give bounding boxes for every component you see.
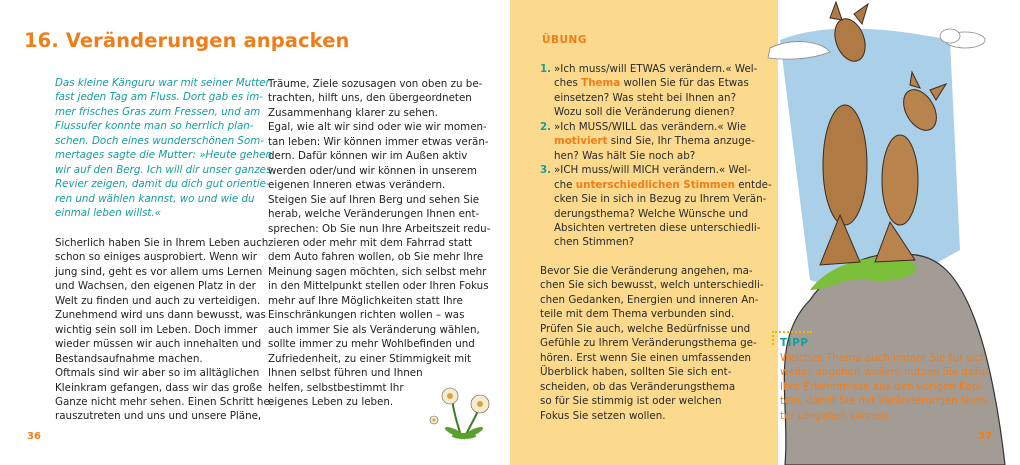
- text-segment: hen? Was hält Sie noch ab?: [554, 149, 696, 162]
- text-line: auch immer Sie als Veränderung wählen,: [268, 323, 480, 336]
- text-segment: wollen Sie für das Etwas: [620, 77, 749, 90]
- text-line: [554, 163, 772, 177]
- exercise-heading: ÜBUNG: [542, 34, 587, 46]
- highlighted-term: unterschiedlichen Stimmen: [575, 178, 735, 191]
- text-segment: Absichten vertreten diese unterschiedli-: [554, 221, 761, 234]
- text-line: dern. Dafür können wir im Außen aktiv: [268, 150, 468, 163]
- text-line: Zufriedenheit, zu einer Stimmigkeit mit: [268, 352, 472, 365]
- text-line: [554, 192, 772, 206]
- text-line: [554, 235, 772, 249]
- text-line: Flussufer konnte man so herrlich plan-: [55, 120, 254, 133]
- text-line: chen Gedanken, Energien und inneren An-: [540, 293, 759, 306]
- text-line: zieren oder mehr mit dem Fahrrad statt: [268, 236, 473, 249]
- text-segment: ches: [554, 77, 582, 90]
- text-line: sprechen: Ob Sie nun Ihre Arbeitszeit redu-: [268, 222, 491, 235]
- text-line: Steigen Sie auf Ihren Berg und sehen Sie: [268, 193, 480, 206]
- text-line: Welt zu finden und auch zu verteidigen.: [55, 294, 261, 307]
- text-line: eigenen Inneren etwas verändern.: [268, 179, 446, 192]
- text-line: weiter angehen wollen: nutzen Sie dafür: [780, 366, 989, 379]
- text-line: Ihnen selbst führen und Ihnen: [268, 367, 423, 380]
- text-line: [554, 91, 772, 105]
- text-line: jung sind, geht es vor allem ums Lernen: [55, 265, 263, 278]
- text-line: Träume, Ziele sozusagen von oben zu be-: [268, 78, 483, 90]
- exercise-item: [540, 163, 772, 250]
- text-line: chen Sie sich bewusst, welch unterschiedli-: [540, 279, 764, 292]
- text-line: eigenes Leben zu leben.: [268, 395, 394, 408]
- text-segment: chen Stimmen?: [554, 236, 635, 249]
- text-line: [554, 105, 772, 119]
- text-line: [554, 76, 772, 90]
- text-segment: derungsthema? Welche Wünsche und: [554, 207, 749, 220]
- text-segment: »Ich MUSS/WILL das verändern.« Wie: [554, 120, 747, 133]
- tip-heading: TIPP: [780, 337, 809, 349]
- tip-text: [780, 351, 989, 423]
- right-body-text: [540, 264, 764, 423]
- edelweiss-illustration: [420, 384, 500, 442]
- body-column-2: [268, 77, 490, 409]
- text-line: werden oder/und wir können in unserem: [268, 164, 477, 177]
- text-line: Egal, wie alt wir sind oder wie wir momen-: [268, 121, 487, 134]
- text-line: [554, 207, 772, 221]
- text-line: Zusammenhang klarer zu sehen.: [268, 106, 438, 119]
- text-line: wir auf den Berg. Ich will dir unser ganzes: [55, 163, 272, 176]
- text-line: Welches Thema auch immer Sie für sich: [780, 352, 987, 364]
- exercise-number: 1.: [540, 63, 552, 75]
- page-number: 37: [978, 431, 992, 442]
- tip-dotted-border-vertical: [772, 331, 774, 345]
- text-line: teile mit dem Thema verbunden sind.: [540, 308, 735, 321]
- text-line: Fokus Sie setzen wollen.: [540, 409, 666, 422]
- text-line: einmal leben willst.«: [55, 207, 162, 220]
- text-line: in den Mittelpunkt stellen oder Ihren Fokus: [268, 280, 489, 293]
- text-line: fast jeden Tag am Fluss. Dort gab es im-: [55, 91, 264, 104]
- text-line: mer frisches Gras zum Fressen, und am: [55, 105, 261, 118]
- text-line: Das kleine Känguru war mit seiner Mutter: [55, 77, 270, 89]
- text-line: Meinung sagen möchten, sich selbst mehr: [268, 265, 487, 278]
- text-line: Ihre Erkenntnisse aus den vorigen Kapi-: [780, 380, 985, 393]
- text-line: Bestandsaufnahme machen.: [55, 352, 203, 365]
- highlighted-term: motiviert: [554, 135, 608, 148]
- text-line: [554, 134, 772, 148]
- text-segment: Wozu soll die Veränderung dienen?: [554, 106, 735, 119]
- text-line: trachten, hilft uns, den übergeordneten: [268, 92, 472, 105]
- text-line: schon so einiges ausprobiert. Wenn wir: [55, 251, 258, 264]
- text-line: Einschränkungen richten wollen – was: [268, 309, 465, 322]
- text-line: Prüfen Sie auch, welche Bedürfnisse und: [540, 322, 751, 335]
- text-line: tan leben: Wir können immer etwas verän-: [268, 135, 489, 148]
- tip-dotted-border: [772, 331, 812, 333]
- text-segment: »Ich muss/will ETWAS verändern.« Wel-: [554, 63, 758, 75]
- text-line: [554, 149, 772, 163]
- body-column-1: [55, 236, 274, 424]
- text-segment: einsetzen? Was steht bei Ihnen an?: [554, 91, 737, 104]
- text-line: wieder müssen wir auch innehalten und: [55, 338, 262, 351]
- text-line: Zunehmend wird uns dann bewusst, was: [55, 309, 266, 322]
- text-line: und Wachsen, den eigenen Platz in der: [55, 280, 256, 293]
- text-segment: entde-: [734, 178, 772, 191]
- text-line: Sicherlich haben Sie in Ihrem Leben auch: [55, 237, 269, 249]
- text-segment: cken Sie in sich in Bezug zu Ihrem Verän-: [554, 193, 767, 206]
- chapter-title: 16. Veränderungen anpacken: [24, 29, 350, 52]
- exercise-number: 3.: [540, 164, 552, 177]
- text-line: mertages sagte die Mutter: »Heute gehen: [55, 149, 272, 162]
- text-line: dem Auto fahren wollen, ob Sie mehr Ihre: [268, 251, 484, 264]
- text-line: herab, welche Veränderungen Ihnen ent-: [268, 208, 480, 221]
- text-line: Bevor Sie die Veränderung angehen, ma-: [540, 265, 753, 277]
- text-segment: »ICH muss/will MICH verändern.« Wel-: [554, 164, 751, 177]
- text-line: [554, 178, 772, 192]
- text-line: Kleinkram gefangen, dass wir das große: [55, 381, 263, 394]
- text-line: mehr auf Ihre Möglichkeiten statt Ihre: [268, 294, 463, 307]
- text-line: so für Sie stimmig ist oder welchen: [540, 395, 722, 408]
- text-line: [554, 62, 772, 76]
- exercise-item: [540, 62, 772, 120]
- text-line: [554, 221, 772, 235]
- text-segment: sind Sie, Ihr Thema anzuge-: [607, 135, 755, 148]
- highlighted-term: Thema: [581, 77, 621, 90]
- text-line: Gefühle zu Ihrem Veränderungsthema ge-: [540, 337, 757, 350]
- text-line: ren und wählen kannst, wo und wie du: [55, 192, 255, 205]
- text-line: scheiden, ob das Veränderungsthema: [540, 380, 736, 393]
- page-number: 36: [27, 431, 41, 442]
- exercise-list: [540, 62, 772, 250]
- text-line: [554, 120, 772, 134]
- text-line: Überblick haben, sollten Sie sich ent-: [540, 366, 732, 379]
- text-segment: che: [554, 178, 576, 191]
- text-line: helfen, selbstbestimmt Ihr: [268, 381, 404, 394]
- text-line: Oftmals sind wir aber so im alltäglichen: [55, 367, 260, 380]
- exercise-item: [540, 120, 772, 163]
- text-line: teln, damit Sie mit Veränderungen leich-: [780, 395, 989, 408]
- text-line: schen. Doch eines wunderschönen Som-: [55, 134, 265, 147]
- text-line: sollte immer zu mehr Wohlbefinden und: [268, 338, 475, 351]
- exercise-number: 2.: [540, 120, 552, 133]
- text-line: rauszutreten und uns und unsere Pläne,: [55, 410, 262, 423]
- text-line: Revier zeigen, damit du dich gut orientie-: [55, 178, 270, 191]
- intro-story: [55, 76, 272, 221]
- right-page: [510, 0, 1020, 465]
- text-line: Ganze nicht mehr sehen. Einen Schritt he-: [55, 395, 274, 408]
- text-line: hören. Erst wenn Sie einen umfassenden: [540, 351, 752, 364]
- text-line: ter umgehen können.: [780, 409, 892, 422]
- text-line: wichtig sein soll im Leben. Doch immer: [55, 323, 258, 336]
